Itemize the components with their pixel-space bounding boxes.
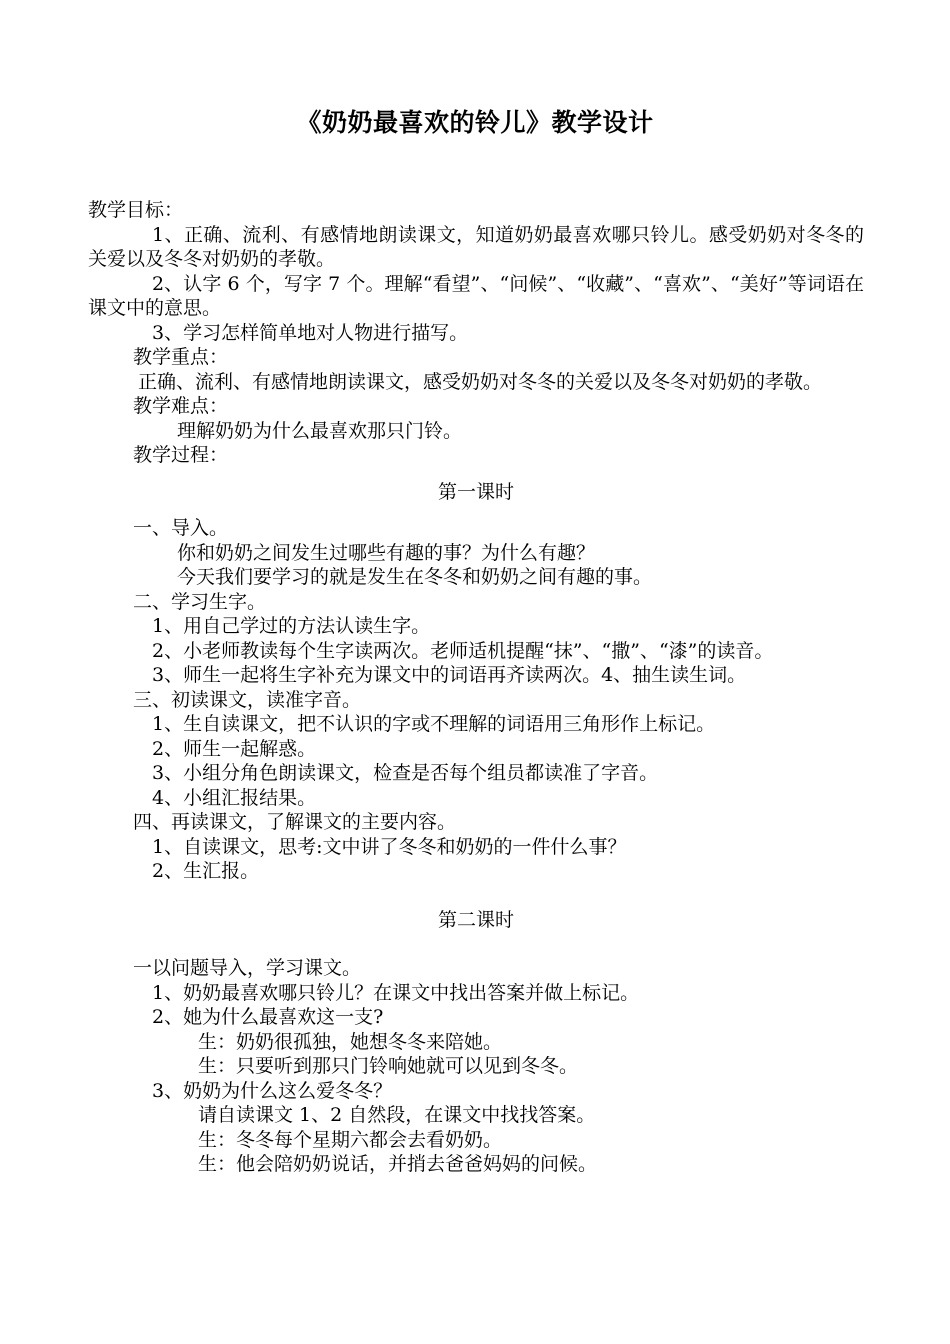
lesson1-section-title: 四、再读课文，了解课文的主要内容。 bbox=[133, 811, 457, 833]
lesson2-answer: 生：冬冬每个星期六都会去看奶奶。 bbox=[198, 1128, 503, 1151]
lesson2-question: 2、她为什么最喜欢这一支? bbox=[152, 1006, 384, 1028]
lesson2-question: 3、奶奶为什么这么爱冬冬？ bbox=[152, 1079, 393, 1102]
lesson1-section-title: 三、初读课文，读准字音。 bbox=[133, 688, 362, 711]
lesson2-line: 请自读课文 1、2 自然段，在课文中找找答案。 bbox=[198, 1104, 596, 1126]
objective-item: 3、学习怎样简单地对人物进行描写。 bbox=[152, 321, 469, 344]
document-body bbox=[88, 198, 864, 1177]
objective-item: 2、认字 6 个，写字 7 个。理解“看望”、“问候”、“收藏”、“喜欢”、“美好”等词语在课文中的意思。 bbox=[88, 272, 864, 319]
lesson1-item: 2、师生一起解惑。 bbox=[152, 737, 317, 760]
lesson1-section-title: 二、学习生字。 bbox=[133, 590, 267, 613]
lesson1-item: 3、师生一起将生字补充为课文中的词语再齐读两次。4、抽生读生词。 bbox=[152, 664, 747, 686]
difficulty-heading: 教学难点： bbox=[133, 395, 229, 417]
lesson2-answer: 生：奶奶很孤独，她想冬冬来陪她。 bbox=[198, 1030, 503, 1053]
lesson1-section-title: 一、导入。 bbox=[133, 517, 229, 539]
lesson1-heading: 第一课时 bbox=[437, 480, 514, 503]
difficulty-text: 理解奶奶为什么最喜欢那只门铃。 bbox=[177, 419, 463, 442]
lesson2-heading: 第二课时 bbox=[437, 908, 514, 931]
key-text: 正确、流利、有感情地朗读课文，感受奶奶对冬冬的关爱以及冬冬对奶奶的孝敬。 bbox=[138, 370, 823, 393]
lesson1-item: 2、生汇报。 bbox=[152, 860, 260, 882]
lesson1-item: 2、小老师教读每个生字读两次。老师适机提醒“抹”、“撒”、“漆”的读音。 bbox=[152, 639, 774, 662]
process-heading: 教学过程： bbox=[133, 444, 229, 466]
lesson2-question: 1、奶奶最喜欢哪只铃儿？在课文中找出答案并做上标记。 bbox=[152, 981, 640, 1004]
lesson1-item: 4、小组汇报结果。 bbox=[152, 786, 317, 809]
lesson1-item: 3、小组分角色朗读课文，检查是否每个组员都读准了字音。 bbox=[152, 762, 659, 784]
lesson1-item: 1、生自读课文，把不认识的字或不理解的词语用三角形作上标记。 bbox=[152, 713, 716, 735]
objectives-heading: 教学目标： bbox=[88, 199, 184, 221]
lesson1-line: 你和奶奶之间发生过哪些有趣的事？为什么有趣？ bbox=[177, 541, 596, 564]
key-heading: 教学重点： bbox=[133, 346, 229, 368]
lesson1-item: 1、自读课文，思考:文中讲了冬冬和奶奶的一件什么事？ bbox=[152, 835, 627, 858]
lesson2-answer: 生：只要听到那只门铃响她就可以见到冬冬。 bbox=[198, 1055, 579, 1077]
lesson1-item: 1、用自己学过的方法认读生字。 bbox=[152, 615, 431, 637]
lesson1-line: 今天我们要学习的就是发生在冬冬和奶奶之间有趣的事。 bbox=[177, 566, 653, 588]
document-title: 《奶奶最喜欢的铃儿》教学设计 bbox=[296, 108, 654, 137]
lesson2-answer: 生：他会陪奶奶说话，并捎去爸爸妈妈的问候。 bbox=[198, 1153, 598, 1175]
objective-item: 1、正确、流利、有感情地朗读课文，知道奶奶最喜欢哪只铃儿。感受奶奶对冬冬的关爱以及冬冬对奶奶的孝敬。 bbox=[88, 223, 864, 270]
lesson2-section-title: 一以问题导入，学习课文。 bbox=[133, 957, 362, 979]
